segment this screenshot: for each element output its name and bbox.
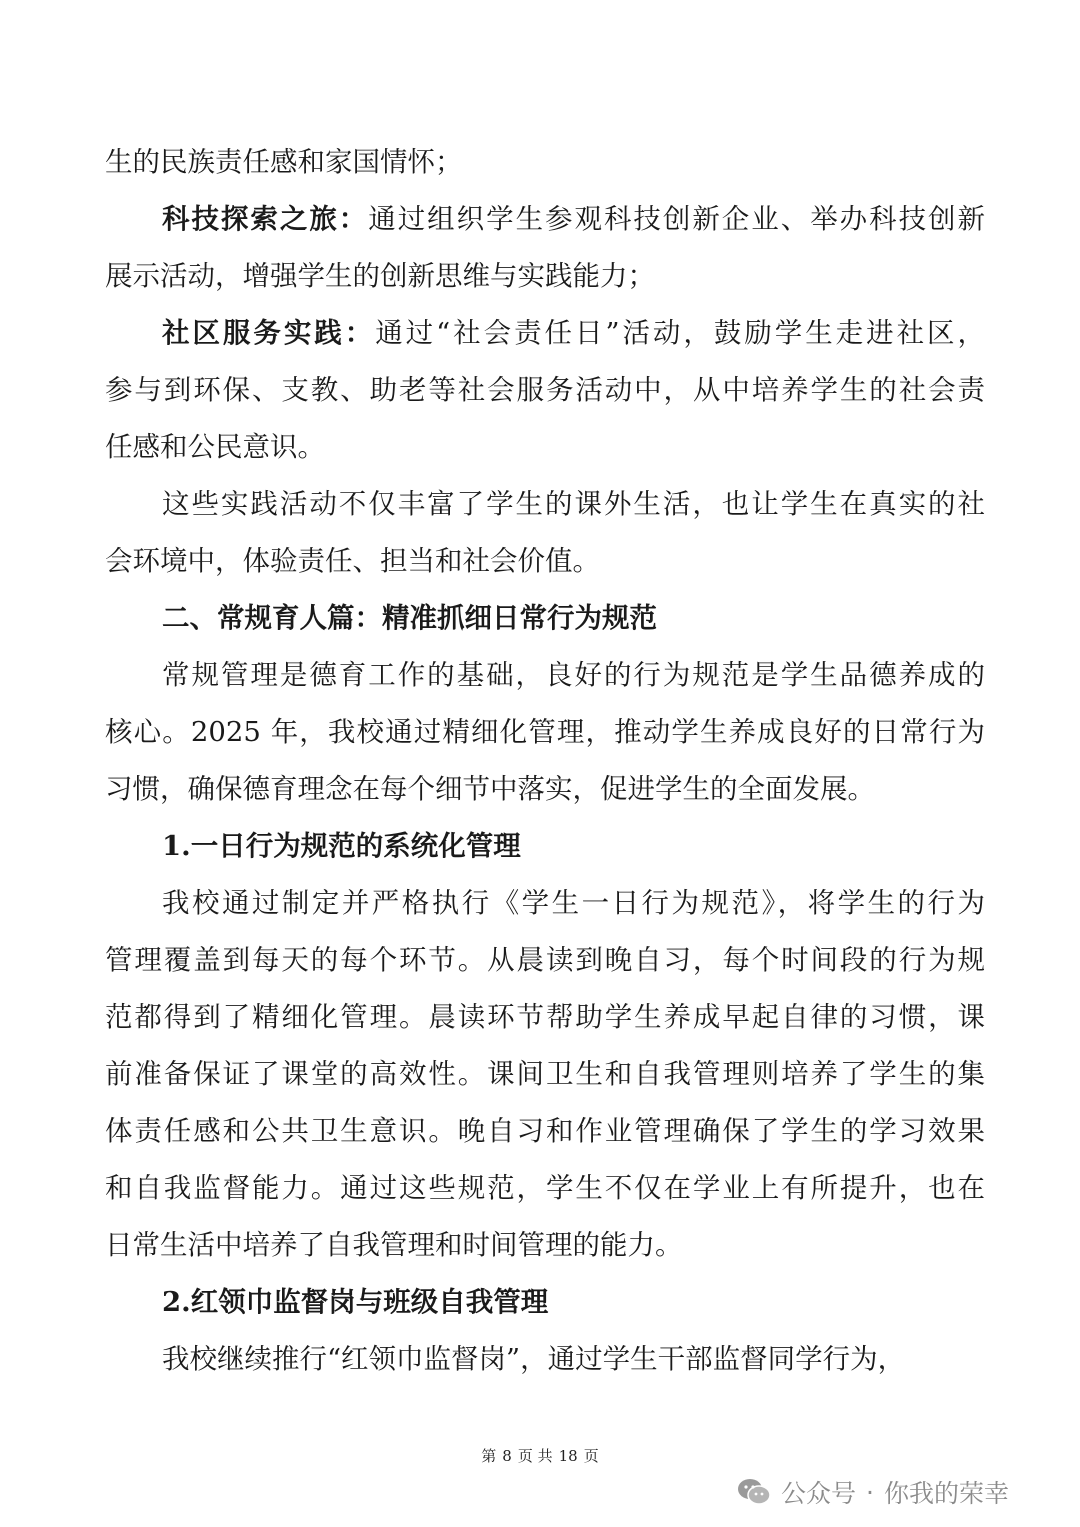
paragraph-line: 核心。2025 年，我校通过精细化管理，推动学生养成良好的日常行为 (105, 716, 985, 748)
watermark-account-type: 公众号 (781, 1479, 857, 1508)
paragraph-line: 管理覆盖到每天的每个环节。从晨读到晚自习，每个时间段的行为规 (105, 944, 985, 976)
page-footer: 第 8 页 共 18 页 (481, 1447, 599, 1465)
paragraph-line: 参与到环保、支教、助老等社会服务活动中，从中培养学生的社会责 (105, 374, 985, 406)
paragraph-line: 我校通过制定并严格执行《学生一日行为规范》，将学生的行为 (162, 887, 985, 919)
paragraph-line: 科技探索之旅：通过组织学生参观科技创新企业、举办科技创新 (162, 203, 986, 235)
paragraph-line: 展示活动，增强学生的创新思维与实践能力； (105, 260, 655, 292)
paragraph-line: 生的民族责任感和家国情怀； (105, 146, 463, 178)
watermark-separator: · (866, 1477, 874, 1507)
paragraph-lead: 社区服务实践： (162, 317, 376, 349)
subsection-heading: 1.一日行为规范的系统化管理 (162, 830, 521, 862)
paragraph-lead: 科技探索之旅： (162, 203, 369, 235)
wechat-official-account-icon (737, 1477, 771, 1507)
total-page-count: 18 (558, 1447, 578, 1465)
paragraph-line: 社区服务实践：通过“社会责任日”活动，鼓励学生走进社区， (162, 317, 986, 349)
section-heading: 二、常规育人篇：精准抓细日常行为规范 (162, 602, 657, 634)
paragraph-line: 常规管理是德育工作的基础，良好的行为规范是学生品德养成的 (162, 659, 985, 691)
paragraph-line: 会环境中，体验责任、担当和社会价值。 (105, 545, 600, 577)
paragraph-line: 我校继续推行“红领巾监督岗”，通过学生干部监督同学行为， (162, 1343, 906, 1375)
paragraph-line: 习惯，确保德育理念在每个细节中落实，促进学生的全面发展。 (105, 773, 875, 805)
paragraph-line: 体责任感和公共卫生意识。晚自习和作业管理确保了学生的学习效果 (105, 1115, 985, 1147)
paragraph-line: 任感和公民意识。 (105, 431, 325, 463)
paragraph-line: 和自我监督能力。通过这些规范，学生不仅在学业上有所提升，也在 (105, 1172, 985, 1204)
current-page-number: 8 (502, 1447, 512, 1465)
paragraph-line: 这些实践活动不仅丰富了学生的课外生活，也让学生在真实的社 (162, 488, 985, 520)
watermark-account-name: 你我的荣幸 (883, 1479, 1009, 1508)
paragraph-line: 前准备保证了课堂的高效性。课间卫生和自我管理则培养了学生的集 (105, 1058, 985, 1090)
paragraph-line: 日常生活中培养了自我管理和时间管理的能力。 (105, 1229, 683, 1261)
subsection-heading: 2.红领巾监督岗与班级自我管理 (162, 1286, 549, 1318)
paragraph-line: 范都得到了精细化管理。晨读环节帮助学生养成早起自律的习惯，课 (105, 1001, 985, 1033)
watermark (737, 1470, 1009, 1514)
